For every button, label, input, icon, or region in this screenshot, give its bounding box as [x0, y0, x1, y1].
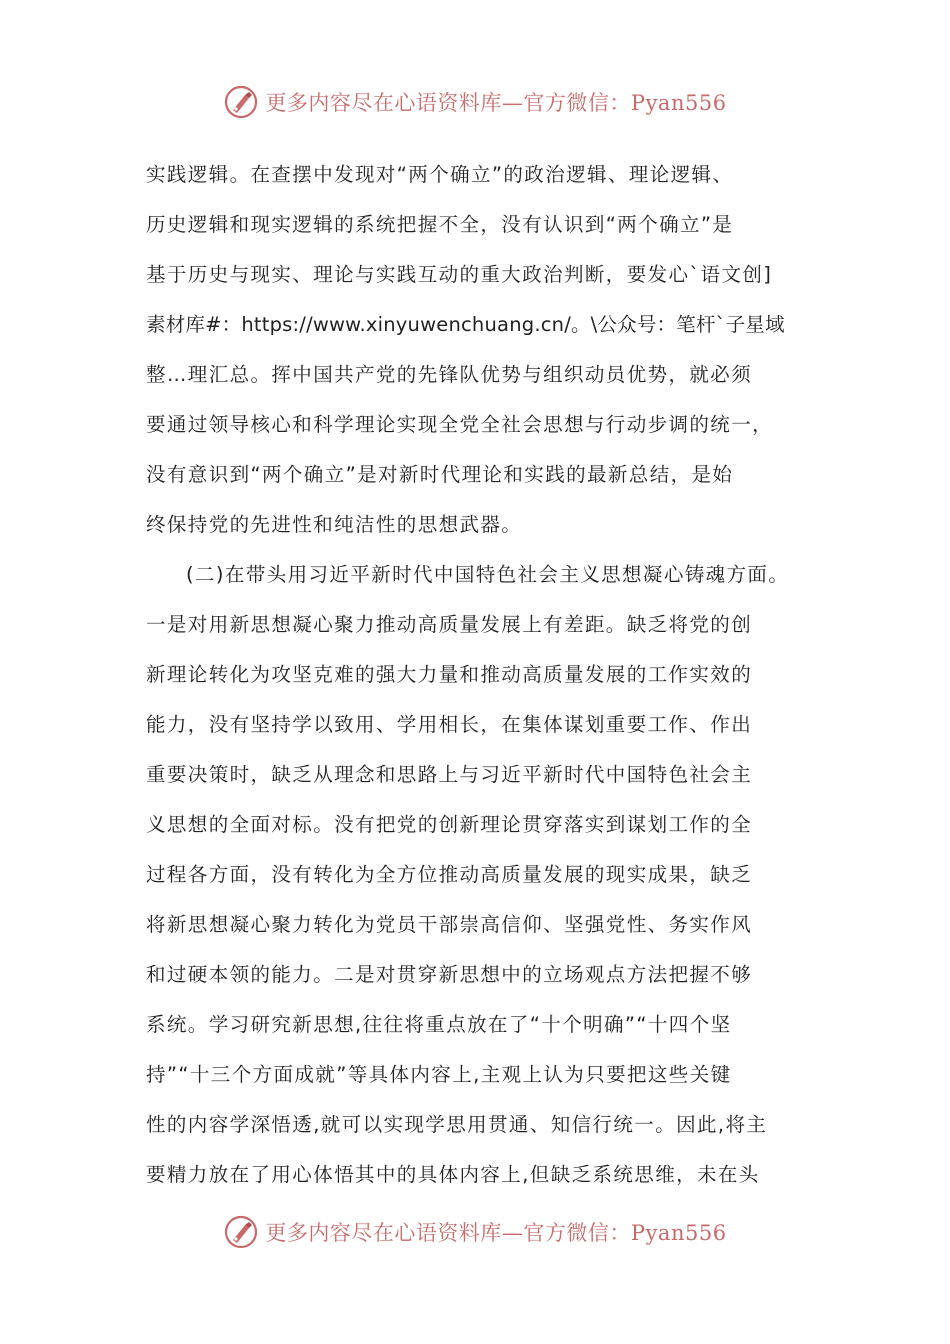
header-banner-text: 更多内容尽在心语资料库—官方微信：Pyan556	[265, 91, 727, 115]
text-line: 义思想的全面对标。没有把党的创新理论贯穿落实到谋划工作的全	[146, 813, 753, 836]
text-line: 没有意识到“两个确立”是对新时代理论和实践的最新总结，是始	[146, 463, 734, 486]
header-banner	[0, 80, 950, 124]
footer-banner-inner	[223, 1214, 726, 1250]
text-line: 将新思想凝心聚力转化为党员干部崇高信仰、坚强党性、务实作风	[146, 913, 753, 936]
text-line: 要通过领导核心和科学理论实现全党全社会思想与行动步调的统一，	[146, 413, 774, 436]
text-line: 性的内容学深悟透,就可以实现学思用贯通、知信行统一。因此,将主	[146, 1113, 768, 1136]
text-line: 要精力放在了用心体悟其中的具体内容上,但缺乏系统思维，未在头	[146, 1163, 760, 1186]
footer-banner	[0, 1210, 950, 1254]
text-line: 实践逻辑。在查摆中发现对“两个确立”的政治逻辑、理论逻辑、	[146, 163, 734, 186]
text-line: 整…理汇总。挥中国共产党的先锋队优势与组织动员优势，就必须	[146, 363, 753, 386]
text-line: 和过硬本领的能力。二是对贯穿新思想中的立场观点方法把握不够	[146, 963, 753, 986]
section-heading-line: (二)在带头用习近平新时代中国特色社会主义思想凝心铸魂方面。	[186, 563, 790, 586]
text-line: 系统。学习研究新思想,往往将重点放在了“十个明确”“十四个坚	[146, 1013, 732, 1036]
text-line: 新理论转化为攻坚克难的强大力量和推动高质量发展的工作实效的	[146, 663, 753, 686]
text-line: 一是对用新思想凝心聚力推动高质量发展上有差距。缺乏将党的创	[146, 613, 753, 636]
pen-nib-icon	[223, 84, 259, 120]
text-line: 过程各方面，没有转化为全方位推动高质量发展的现实成果，缺乏	[146, 863, 753, 886]
body-text	[146, 150, 810, 1200]
text-line: 终保持党的先进性和纯洁性的思想武器。	[146, 513, 523, 536]
header-banner-inner	[223, 84, 726, 120]
pen-nib-icon	[223, 1214, 259, 1250]
text-line: 历史逻辑和现实逻辑的系统把握不全，没有认识到“两个确立”是	[146, 213, 734, 236]
text-line: 重要决策时，缺乏从理念和思路上与习近平新时代中国特色社会主	[146, 763, 753, 786]
text-line: 能力，没有坚持学以致用、学用相长，在集体谋划重要工作、作出	[146, 713, 753, 736]
text-line: 持”“十三个方面成就”等具体内容上,主观上认为只要把这些关键	[146, 1063, 732, 1086]
text-line: 素材库#：https://www.xinyuwenchuang.cn/。\公众号：笔杆`子星域	[146, 313, 785, 336]
footer-banner-text: 更多内容尽在心语资料库—官方微信：Pyan556	[265, 1221, 727, 1245]
text-line: 基于历史与现实、理论与实践互动的重大政治判断，要发心`语文创]	[146, 263, 773, 286]
